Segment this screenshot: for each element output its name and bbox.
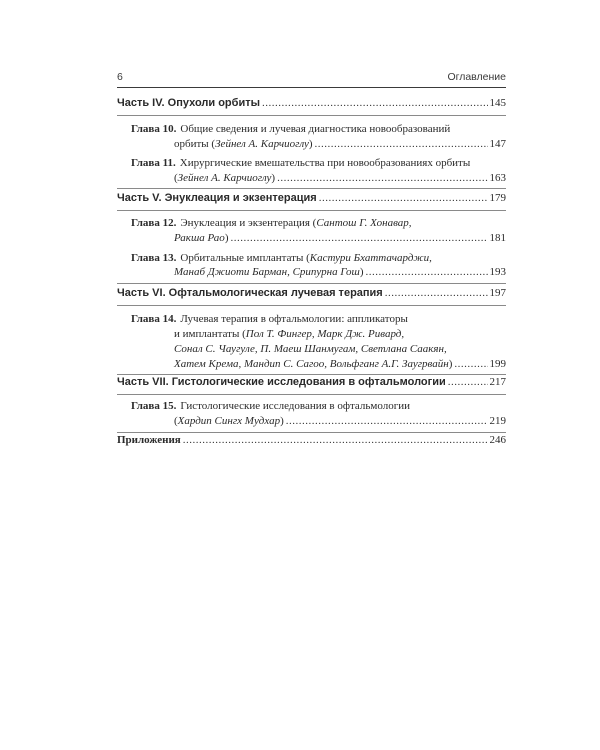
toc-chapter-15[interactable] <box>131 400 506 415</box>
part-rule <box>117 283 506 284</box>
chapter-authors: Зейнел А. Карчиоглу <box>215 138 309 150</box>
dot-leader <box>385 287 488 299</box>
toc-chapter-13[interactable] <box>131 252 506 267</box>
toc-appendix[interactable] <box>117 434 506 449</box>
dot-leader <box>183 434 488 446</box>
toc-part-vi[interactable] <box>117 287 506 302</box>
toc-chapter-14-cont-3[interactable] <box>174 358 506 373</box>
part-rule <box>117 374 506 375</box>
chapter-authors: Манаб Джиоти Барман, Срипурна Гош <box>174 266 360 278</box>
page-number: 6 <box>117 71 123 83</box>
toc-chapter-10[interactable] <box>131 123 506 138</box>
chapter-page: 181 <box>489 232 506 244</box>
part-title: Часть V. Энуклеация и экзентерация <box>117 192 317 204</box>
dot-leader <box>277 172 487 184</box>
appendix-title: Приложения <box>117 434 181 446</box>
chapter-authors: Сонал С. Чаугуле, П. Маеш Шанмугам, Светлана Саакян, <box>174 343 447 355</box>
dot-leader <box>454 358 487 370</box>
chapter-open-paren: ( <box>174 172 178 184</box>
part-rule <box>117 188 506 189</box>
appendix-page: 246 <box>489 434 506 446</box>
part-page: 217 <box>489 376 506 388</box>
part-title: Часть VII. Гистологические исследования в офтальмологии <box>117 376 446 388</box>
chapter-page: 199 <box>489 358 506 370</box>
part-page: 179 <box>489 192 506 204</box>
dot-leader <box>319 192 488 204</box>
chapter-title: Лучевая терапия в офтальмологии: аппликаторы <box>180 313 408 325</box>
chapter-authors: Пол Т. Фингер, Марк Дж. Ривард, <box>245 328 405 340</box>
part-rule <box>117 210 506 211</box>
dot-leader <box>366 266 488 278</box>
chapter-label: Глава 12. <box>131 217 177 229</box>
chapter-authors: Хатем Крема, Мандип С. Сагоо, Вольфганг А.Г. Заугрвайн <box>174 358 449 370</box>
toc-chapter-14-cont-1[interactable] <box>174 328 506 343</box>
chapter-authors: Зейнел А. Карчиоглу <box>177 172 272 184</box>
running-header <box>117 71 506 87</box>
part-rule <box>117 305 506 306</box>
toc-chapter-14[interactable] <box>131 313 506 328</box>
chapter-page: 147 <box>489 138 506 150</box>
chapter-page: 219 <box>489 415 506 427</box>
toc-chapter-11[interactable] <box>131 157 506 172</box>
chapter-close-paren: ) <box>359 266 364 278</box>
toc-part-iv[interactable] <box>117 97 506 112</box>
toc-chapter-12-cont[interactable] <box>174 232 506 247</box>
chapter-title: Энуклеация и экзентерация ( <box>180 217 317 229</box>
dot-leader <box>286 415 488 427</box>
chapter-close-paren: ) <box>308 138 313 150</box>
toc-chapter-14-cont-2[interactable] <box>174 343 506 358</box>
dot-leader <box>315 138 488 150</box>
chapter-authors: Хардип Сингх Мудхар <box>177 415 281 427</box>
part-title: Часть IV. Опухоли орбиты <box>117 97 260 109</box>
chapter-label: Глава 11. <box>131 157 176 169</box>
chapter-label: Глава 13. <box>131 252 177 264</box>
chapter-title-cont: орбиты ( <box>174 138 216 150</box>
toc-chapter-13-cont[interactable] <box>174 266 506 281</box>
chapter-close-paren: ) <box>224 232 229 244</box>
toc-part-vii[interactable] <box>117 376 506 391</box>
chapter-page: 193 <box>489 266 506 278</box>
part-title: Часть VI. Офтальмологическая лучевая терапия <box>117 287 383 299</box>
chapter-authors: Кастури Бхаттачарджи, <box>309 252 432 264</box>
dot-leader <box>448 376 488 388</box>
chapter-close-paren: ) <box>448 358 453 370</box>
chapter-title-cont: и имплантаты ( <box>174 328 246 340</box>
toc-chapter-12[interactable] <box>131 217 506 232</box>
part-page: 145 <box>489 97 506 109</box>
chapter-label: Глава 10. <box>131 123 177 135</box>
chapter-title: Орбитальные имплантаты ( <box>180 252 310 264</box>
chapter-label: Глава 15. <box>131 400 177 412</box>
part-page: 197 <box>489 287 506 299</box>
chapter-close-paren: ) <box>280 415 284 427</box>
chapter-authors: Сантош Г. Хонавар, <box>316 217 412 229</box>
chapter-title: Гистологические исследования в офтальмологии <box>180 400 410 412</box>
chapter-page: 163 <box>489 172 506 184</box>
chapter-title: Хирургические вмешательства при новообразованиях орбиты <box>179 157 471 169</box>
chapter-title: Общие сведения и лучевая диагностика новообразований <box>180 123 451 135</box>
dot-leader <box>230 232 487 244</box>
header-rule <box>117 87 506 88</box>
part-rule <box>117 394 506 395</box>
toc-chapter-11-cont[interactable] <box>174 172 506 187</box>
chapter-open-paren: ( <box>174 415 178 427</box>
part-rule <box>117 115 506 116</box>
part-rule <box>117 432 506 433</box>
chapter-close-paren: ) <box>271 172 276 184</box>
dot-leader <box>262 97 488 109</box>
chapter-label: Глава 14. <box>131 313 177 325</box>
toc-chapter-15-cont[interactable] <box>174 415 506 430</box>
chapter-authors: Ракша Рао <box>174 232 225 244</box>
toc-part-v[interactable] <box>117 192 506 207</box>
toc-chapter-10-cont[interactable] <box>174 138 506 153</box>
header-title: Оглавление <box>447 71 506 83</box>
